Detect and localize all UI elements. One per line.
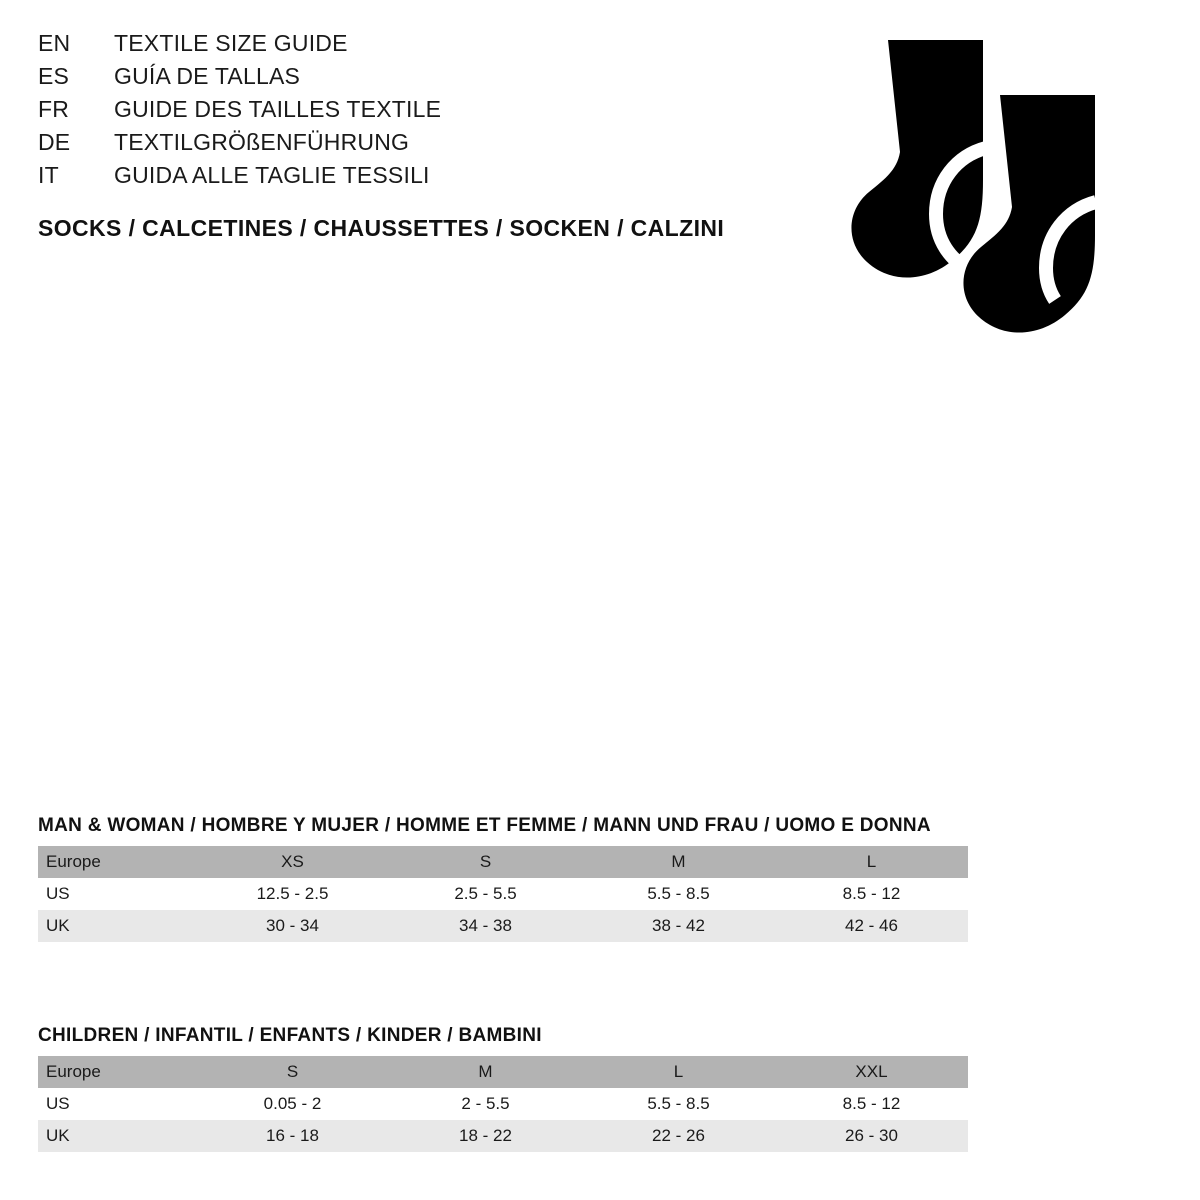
- language-text-de: TEXTILGRÖßENFÜHRUNG: [114, 129, 410, 155]
- language-code-it: IT: [38, 162, 59, 188]
- size-guide-header: [38, 30, 798, 242]
- row-label: UK: [38, 1120, 196, 1152]
- row-label: Europe: [38, 846, 196, 878]
- adult-size-table: [38, 846, 968, 942]
- children-size-table: [38, 1056, 968, 1152]
- socks-icon: [810, 30, 1140, 370]
- cell-value: 5.5 - 8.5: [582, 1088, 775, 1120]
- row-label: Europe: [38, 1056, 196, 1088]
- language-text-es: GUÍA DE TALLAS: [114, 63, 301, 89]
- cell-value: 34 - 38: [389, 910, 582, 942]
- cell-value: 2 - 5.5: [389, 1088, 582, 1120]
- product-title: SOCKS / CALCETINES / CHAUSSETTES / SOCKEN / CALZINI: [38, 215, 725, 241]
- cell-value: 16 - 18: [196, 1120, 389, 1152]
- row-label: UK: [38, 910, 196, 942]
- table-row: [38, 1056, 968, 1088]
- cell-value: 38 - 42: [582, 910, 775, 942]
- language-row-it: [38, 162, 798, 195]
- cell-value: 30 - 34: [196, 910, 389, 942]
- language-code-fr: FR: [38, 96, 70, 122]
- adult-size-block: [38, 815, 968, 942]
- language-code-es: ES: [38, 63, 70, 89]
- language-row-de: [38, 129, 798, 162]
- cell-value: 0.05 - 2: [196, 1088, 389, 1120]
- cell-value: L: [582, 1056, 775, 1088]
- cell-value: S: [389, 846, 582, 878]
- table-row: [38, 878, 968, 910]
- language-row-fr: [38, 96, 798, 129]
- table-row: [38, 846, 968, 878]
- adult-table-title: MAN & WOMAN / HOMBRE Y MUJER / HOMME ET FEMME / MANN UND FRAU / UOMO E DONNA: [38, 815, 931, 836]
- cell-value: 8.5 - 12: [775, 878, 968, 910]
- cell-value: 2.5 - 5.5: [389, 878, 582, 910]
- cell-value: M: [389, 1056, 582, 1088]
- cell-value: 22 - 26: [582, 1120, 775, 1152]
- cell-value: 18 - 22: [389, 1120, 582, 1152]
- cell-value: XS: [196, 846, 389, 878]
- cell-value: 5.5 - 8.5: [582, 878, 775, 910]
- cell-value: 26 - 30: [775, 1120, 968, 1152]
- row-label: US: [38, 1088, 196, 1120]
- language-text-fr: GUIDE DES TAILLES TEXTILE: [114, 96, 442, 122]
- cell-value: 42 - 46: [775, 910, 968, 942]
- cell-value: L: [775, 846, 968, 878]
- cell-value: 12.5 - 2.5: [196, 878, 389, 910]
- row-label: US: [38, 878, 196, 910]
- language-text-en: TEXTILE SIZE GUIDE: [114, 30, 348, 56]
- cell-value: S: [196, 1056, 389, 1088]
- language-text-it: GUIDA ALLE TAGLIE TESSILI: [114, 162, 430, 188]
- cell-value: 8.5 - 12: [775, 1088, 968, 1120]
- language-row-es: [38, 63, 798, 96]
- table-row: [38, 1088, 968, 1120]
- language-row-en: [38, 30, 798, 63]
- language-code-de: DE: [38, 129, 71, 155]
- table-row: [38, 910, 968, 942]
- children-table-title: CHILDREN / INFANTIL / ENFANTS / KINDER / BAMBINI: [38, 1025, 542, 1046]
- table-row: [38, 1120, 968, 1152]
- cell-value: XXL: [775, 1056, 968, 1088]
- children-size-block: [38, 1025, 968, 1152]
- cell-value: M: [582, 846, 775, 878]
- language-code-en: EN: [38, 30, 71, 56]
